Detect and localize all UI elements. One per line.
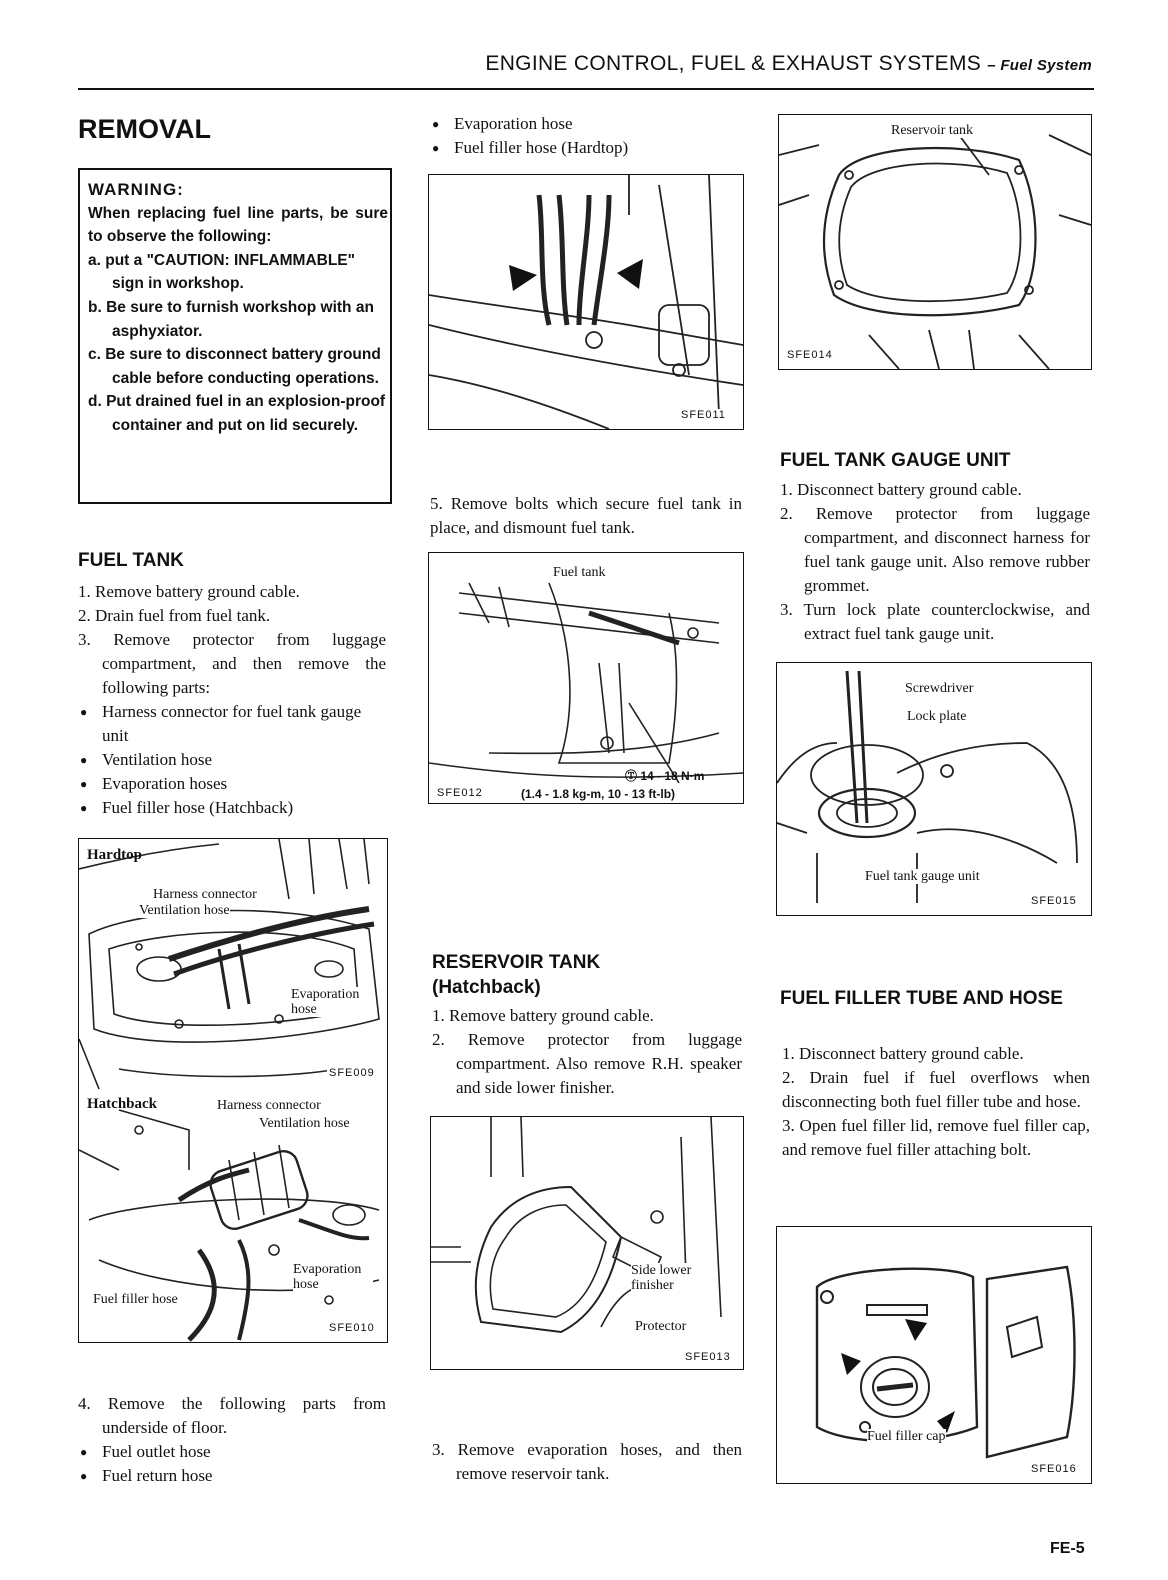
list-item: ● Harness connector for fuel tank gauge unit xyxy=(78,700,386,748)
list-item: ● Ventilation hose xyxy=(78,748,386,772)
label-side-lower-finisher: Side lower finisher xyxy=(631,1263,715,1293)
reservoir-tank-step3 xyxy=(432,1438,742,1486)
torque-main: 14 - 18 N·m xyxy=(640,769,705,783)
fuel-tank-heading: FUEL TANK xyxy=(78,550,184,571)
list-item: ● Evaporation hoses xyxy=(78,772,386,796)
label-fuel-tank: Fuel tank xyxy=(553,565,606,580)
label-ventilation-hose: Ventilation hose xyxy=(139,903,230,918)
figure-code: SFE014 xyxy=(787,349,833,361)
label-reservoir-tank: Reservoir tank xyxy=(891,123,974,138)
label-harness-connector: Harness connector xyxy=(217,1098,321,1113)
step: 3. Turn lock plate counterclockwise, and extract fuel tank gauge unit. xyxy=(780,600,1090,643)
fuel-tank-steps xyxy=(78,580,386,820)
page-header xyxy=(0,52,1092,76)
torque-sub: (1.4 - 1.8 kg-m, 10 - 13 ft-lb) xyxy=(521,787,676,801)
figure-code: SFE016 xyxy=(1031,1463,1077,1475)
label-screwdriver: Screwdriver xyxy=(905,681,974,696)
protector-illustration xyxy=(431,1117,743,1369)
warning-intro: When replacing fuel line parts, be sure to observe the following: xyxy=(88,204,388,246)
figure-code: SFE011 xyxy=(681,409,726,421)
figure-title: Hardtop xyxy=(87,847,143,863)
warning-item: a. put a "CAUTION: INFLAMMABLE" sign in workshop. xyxy=(88,251,355,293)
label-fuel-filler-hose: Fuel filler hose xyxy=(93,1292,178,1307)
list-item: ● Evaporation hose xyxy=(430,112,742,136)
figure-code: SFE013 xyxy=(685,1351,731,1363)
fuel-tank-mount-illustration xyxy=(429,553,743,803)
label-fuel-tank-gauge-unit: Fuel tank gauge unit xyxy=(865,869,980,884)
arrow-markers xyxy=(509,259,643,291)
step: 3. Open fuel filler lid, remove fuel filler cap, and remove fuel filler attaching bolt. xyxy=(782,1116,1090,1159)
list-item: ● Fuel outlet hose xyxy=(78,1440,386,1464)
hardtop-illustration xyxy=(79,839,387,1091)
figure-sfe009 xyxy=(78,838,388,1092)
fuel-tank-step4 xyxy=(78,1392,386,1488)
header-rule xyxy=(78,88,1094,90)
list-item: ● Fuel filler hose (Hatchback) xyxy=(78,796,386,820)
label-ventilation-hose: Ventilation hose xyxy=(259,1116,350,1131)
step: 4. Remove the following parts from underside of floor. xyxy=(78,1394,386,1437)
reservoir-tank-subtitle: (Hatchback) xyxy=(432,977,541,998)
figure-code: SFE015 xyxy=(1031,895,1077,907)
warning-title: WARNING: xyxy=(88,180,184,199)
fuel-tank-step5: 5. Remove bolts which secure fuel tank in place, and dismount fuel tank. xyxy=(430,494,742,537)
gauge-unit-heading: FUEL TANK GAUGE UNIT xyxy=(780,450,1011,471)
figure-sfe010 xyxy=(78,1090,388,1343)
label-lock-plate: Lock plate xyxy=(907,709,967,724)
step: 2. Remove protector from luggage compartment, and disconnect harness for fuel tank gauge unit. Also remove rubber grommet. xyxy=(780,504,1090,595)
filler-tube-steps xyxy=(782,1042,1090,1162)
figure-code: SFE010 xyxy=(329,1322,375,1334)
reservoir-tank-steps xyxy=(432,1004,742,1100)
torque-spec xyxy=(625,767,704,784)
warning-box xyxy=(78,168,392,504)
step: 1. Remove battery ground cable. xyxy=(432,1006,654,1025)
label-fuel-filler-cap: Fuel filler cap xyxy=(867,1429,946,1444)
torque-icon: Ⓣ xyxy=(625,769,641,783)
figure-sfe016 xyxy=(776,1226,1092,1484)
figure-sfe013 xyxy=(430,1116,744,1370)
label-evaporation-hose: Evaporation hose xyxy=(293,1262,373,1292)
step: 3. Remove protector from luggage compartment, and then remove the following parts: xyxy=(78,630,386,697)
figure-code: SFE009 xyxy=(329,1067,375,1079)
step: 1. Disconnect battery ground cable. xyxy=(780,480,1022,499)
reservoir-tank-title: RESERVOIR TANK xyxy=(432,952,601,973)
filler-tube-heading: FUEL FILLER TUBE AND HOSE xyxy=(780,988,1063,1009)
label-protector: Protector xyxy=(635,1319,687,1334)
step: 1. Remove battery ground cable. xyxy=(78,582,300,601)
figure-sfe011 xyxy=(428,174,744,430)
figure-title: Hatchback xyxy=(87,1096,158,1112)
figure-sfe014 xyxy=(778,114,1092,370)
reservoir-tank-illustration xyxy=(779,115,1091,369)
warning-item: d. Put drained fuel in an explosion-proof container and put on lid securely. xyxy=(88,393,386,434)
figure-code: SFE012 xyxy=(437,787,483,799)
header-title: ENGINE CONTROL, FUEL & EXHAUST SYSTEMS xyxy=(485,52,982,75)
label-evaporation-hose: Evaporation hose xyxy=(291,987,371,1017)
figure-sfe015 xyxy=(776,662,1092,916)
label-harness-connector: Harness connector xyxy=(153,887,257,902)
figure-sfe012 xyxy=(428,552,744,804)
fuel-filler-hose-illustration xyxy=(429,175,743,429)
step: 2. Remove protector from luggage compartment. Also remove R.H. speaker and side lower finisher. xyxy=(432,1030,742,1097)
fuel-filler-cap-illustration xyxy=(777,1227,1091,1483)
step: 2. Drain fuel if fuel overflows when disconnecting both fuel filler tube and hose. xyxy=(782,1068,1090,1111)
warning-item: b. Be sure to furnish workshop with an asphyxiator. xyxy=(88,298,374,340)
step: 1. Disconnect battery ground cable. xyxy=(782,1044,1024,1063)
step: 2. Drain fuel from fuel tank. xyxy=(78,606,271,625)
removal-title: REMOVAL xyxy=(78,114,211,144)
list-item: ● Fuel return hose xyxy=(78,1464,386,1488)
warning-item: c. Be sure to disconnect battery ground cable before conducting operations. xyxy=(88,346,381,387)
header-subtitle: – Fuel System xyxy=(987,57,1092,74)
list-item: ● Fuel filler hose (Hardtop) xyxy=(430,136,742,160)
page-number: FE-5 xyxy=(1050,1540,1085,1557)
step: 3. Remove evaporation hoses, and then remove reservoir tank. xyxy=(432,1440,742,1483)
reservoir-tank-heading xyxy=(432,950,600,1000)
gauge-unit-steps xyxy=(780,478,1090,646)
fuel-tank-parts-cont xyxy=(430,112,742,160)
